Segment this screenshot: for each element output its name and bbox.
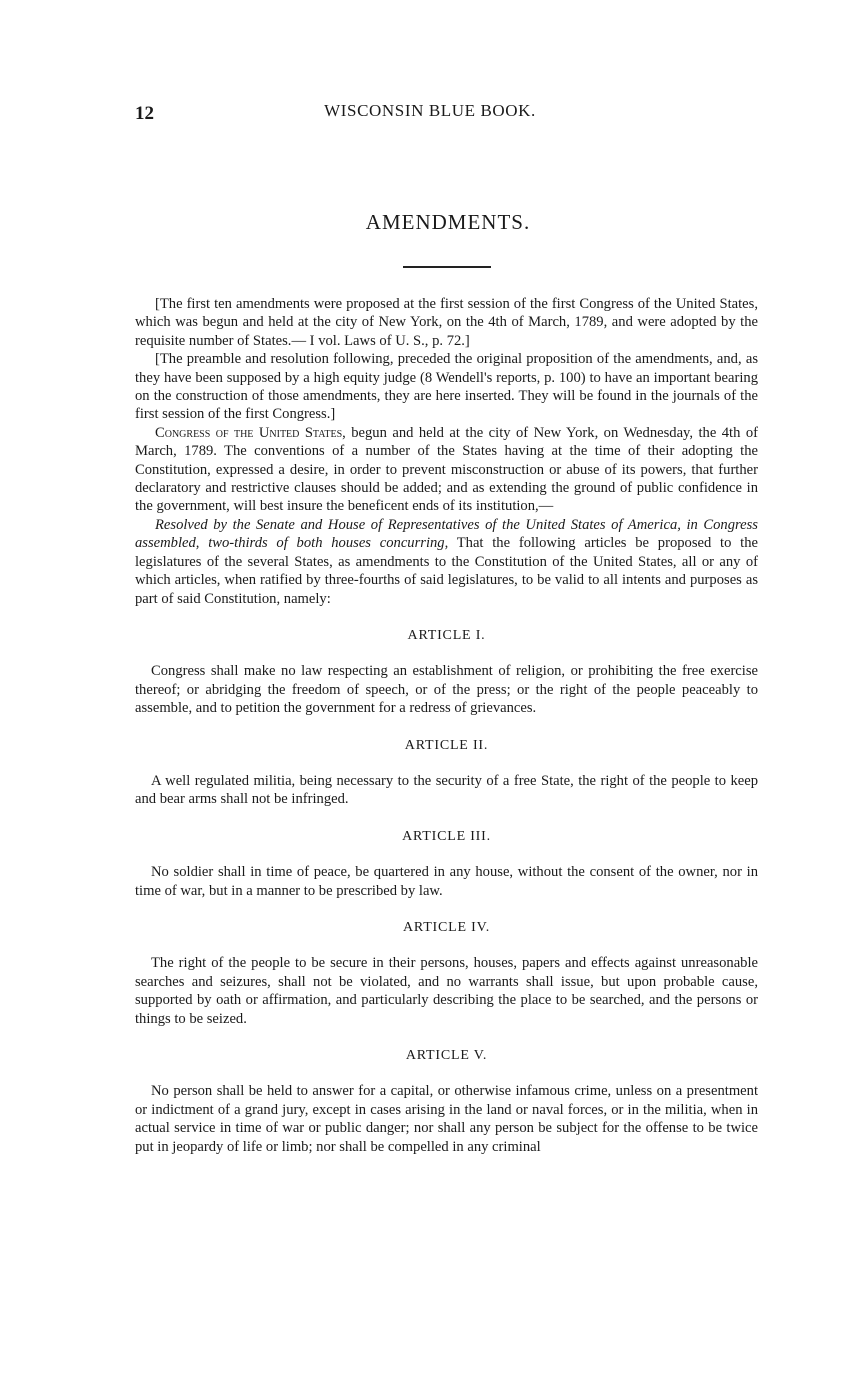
article-text: The right of the people to be secure in their persons, houses, papers and effects against unreasonable searches and seizures, shall not be violated, and no warrants shall issue, but upon probable cause, supported by oath or affirmation, and particularly describing the place to be searched, and the persons or things to be seized. bbox=[135, 955, 758, 1027]
article-text: A well regulated militia, being necessary to the security of a free State, the right of the people to keep and bear arms shall not be infringed. bbox=[135, 772, 758, 808]
running-head: WISCONSIN BLUE BOOK. bbox=[324, 101, 536, 120]
intro-paragraph-4 bbox=[135, 516, 758, 608]
resolved-text: That the following articles be proposed to the legislatures of the several States, as amendments to the Constitution of the United States, all or any of which articles, when ratified by three-fourths of said legislatures, to be valid to all intents and purposes as part of said Constitution, namely: bbox=[135, 535, 758, 607]
article-heading: ARTICLE II. bbox=[404, 737, 489, 753]
article-text: Congress shall make no law respecting an establishment of religion, or prohibiting the free exercise thereof; or abridging the freedom of speech, or of the press; or the right of the people peaceably to assemble, and to petition the government for a redress of grievances. bbox=[135, 663, 758, 717]
section-title: AMENDMENTS. bbox=[365, 210, 531, 234]
congress-text: begun and held at the city of New York, on Wednesday, the 4th of March, 1789. The conventions of a number of the States having at the time of their adopting the Constitution, expressed a desire, in order to prevent misconstruction or abuse of its powers, that further declaratory and restrictive clauses should be added; and as extending the ground of public confidence in the government, will best insure the beneficent ends of its institution,— bbox=[135, 424, 759, 515]
article-text: No soldier shall in time of peace, be quartered in any house, without the consent of the owner, nor in time of war, but in a manner to be prescribed by law. bbox=[135, 864, 758, 899]
article-heading: ARTICLE III. bbox=[402, 828, 491, 844]
article-text: No person shall be held to answer for a capital, or otherwise infamous crime, unless on a presentment or indictment of a grand jury, except in cases arising in the land or naval forces, or in the militia, when in actual service in time of war or public danger; nor shall any person be subject for the offense to be twice put in jeopardy of life or limb; nor shall be compelled in any criminal bbox=[135, 1083, 758, 1155]
intro-paragraph-3 bbox=[135, 424, 758, 516]
document-body bbox=[135, 295, 758, 1156]
article-heading: ARTICLE V. bbox=[405, 1048, 488, 1063]
article-heading: ARTICLE I. bbox=[407, 627, 486, 643]
resolved-lead: Resolved by the Senate and House of Representatives of the United States of America, in Congress assembled, two-thirds of both houses concurring, bbox=[135, 516, 758, 552]
congress-lead: Congress of the United States, bbox=[155, 424, 346, 441]
intro-paragraph-2: [The preamble and resolution following, preceded the original proposition of the amendments, and, as they have been supposed by a high equity judge (8 Wendell's reports, p. 100) to have an important bearing on the construction of those amendments, they are here inserted. They will be found in the journals of the first session of the first Congress.] bbox=[135, 351, 758, 423]
article-heading: ARTICLE IV. bbox=[402, 919, 491, 935]
title-rule bbox=[403, 266, 491, 268]
page-number: 12 bbox=[135, 103, 154, 124]
intro-paragraph-1: [The first ten amendments were proposed at the first session of the first Congress of the United States, which was begun and held at the city of New York, on the 4th of March, 1789, and were adopted by the requisite number of States.— I vol. Laws of U. S., p. 72.] bbox=[135, 296, 758, 349]
